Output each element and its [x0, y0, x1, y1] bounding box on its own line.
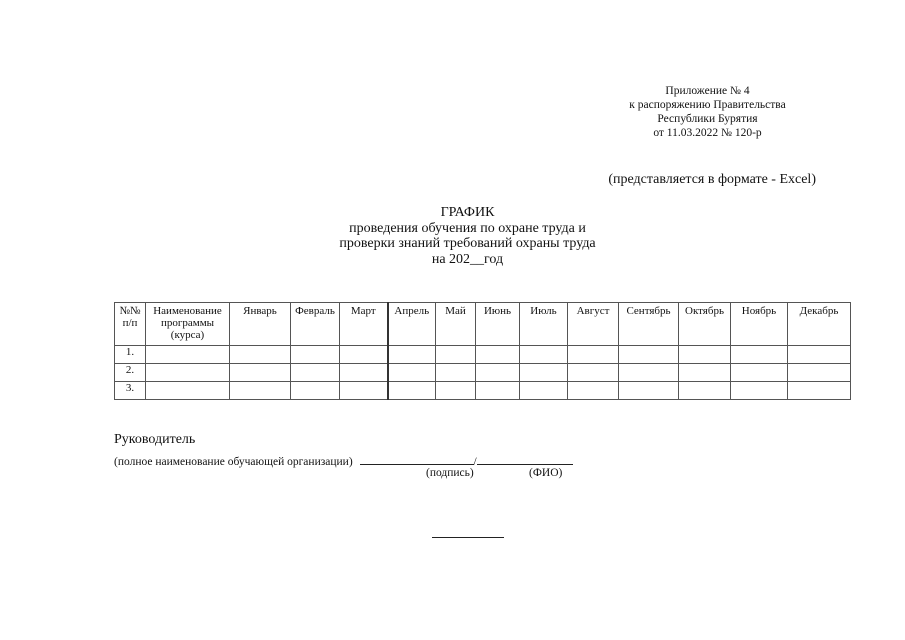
appendix-number: Приложение № 4 — [665, 85, 750, 97]
manager-label: Руководитель — [114, 432, 196, 447]
table-cell — [619, 364, 679, 382]
table-cell — [568, 382, 619, 400]
table-cell — [679, 346, 731, 364]
signature-blank — [360, 452, 474, 465]
organization-line — [114, 452, 573, 468]
table-cell — [436, 382, 476, 400]
header-month: Июнь — [476, 303, 520, 346]
header-month: Декабрь — [788, 303, 851, 346]
title-heading: ГРАФИК — [440, 205, 495, 220]
table-cell — [679, 364, 731, 382]
title-line-2: проверки знаний требований охраны труда — [339, 236, 596, 251]
header-month: Июль — [520, 303, 568, 346]
bottom-separator-line — [432, 537, 504, 538]
header-month: Октябрь — [679, 303, 731, 346]
table-cell — [230, 364, 291, 382]
table-cell — [788, 346, 851, 364]
appendix-republic: Республики Бурятия — [657, 113, 758, 125]
table-cell — [230, 382, 291, 400]
fio-caption: (ФИО) — [529, 467, 563, 479]
table-cell — [520, 346, 568, 364]
table-cell — [568, 346, 619, 364]
table-cell — [731, 346, 788, 364]
table-row — [115, 364, 851, 382]
header-month: Май — [436, 303, 476, 346]
table-cell — [146, 382, 230, 400]
table-cell — [230, 346, 291, 364]
table-cell — [788, 382, 851, 400]
header-month: Август — [568, 303, 619, 346]
table-cell — [788, 364, 851, 382]
table-cell — [340, 346, 388, 364]
table-cell — [568, 364, 619, 382]
table-cell — [731, 382, 788, 400]
table-cell — [619, 382, 679, 400]
table-cell — [520, 382, 568, 400]
table-header-row — [115, 303, 851, 346]
table-cell — [340, 382, 388, 400]
header-month: Март — [340, 303, 388, 346]
header-month: Апрель — [388, 303, 436, 346]
header-month: Январь — [230, 303, 291, 346]
row-number: 1. — [115, 346, 146, 364]
table-cell — [476, 382, 520, 400]
table-cell — [520, 364, 568, 382]
table-row — [115, 382, 851, 400]
row-number: 3. — [115, 382, 146, 400]
org-label: (полное наименование обучающей организации) — [114, 456, 353, 468]
table-cell — [388, 364, 436, 382]
title-line-1: проведения обучения по охране труда и — [349, 220, 586, 236]
appendix-block — [600, 84, 815, 140]
fio-blank — [477, 452, 573, 465]
table-cell — [731, 364, 788, 382]
header-month: Февраль — [291, 303, 340, 346]
table-cell — [436, 346, 476, 364]
signature-separator: / — [473, 456, 477, 468]
format-note: (представляется в формате - Excel) — [608, 172, 816, 187]
table-row — [115, 346, 851, 364]
table-cell — [476, 346, 520, 364]
table-cell — [340, 364, 388, 382]
table-cell — [146, 364, 230, 382]
schedule-table — [114, 302, 851, 400]
header-month: Сентябрь — [619, 303, 679, 346]
table-cell — [291, 382, 340, 400]
table-cell — [679, 382, 731, 400]
header-program: Наименование программы (курса) — [146, 303, 230, 346]
table-cell — [146, 346, 230, 364]
appendix-order: к распоряжению Правительства — [629, 99, 786, 111]
table-cell — [291, 364, 340, 382]
table-cell — [476, 364, 520, 382]
table-cell — [388, 382, 436, 400]
header-month: Ноябрь — [731, 303, 788, 346]
table-cell — [388, 346, 436, 364]
document-title — [270, 205, 665, 267]
table-cell — [291, 346, 340, 364]
sign-caption: (подпись) — [426, 467, 474, 479]
title-line-3: на 202__год — [431, 251, 504, 267]
appendix-date: от 11.03.2022 № 120-р — [653, 127, 762, 139]
row-number: 2. — [115, 364, 146, 382]
table-cell — [619, 346, 679, 364]
header-num: №№ п/п — [115, 303, 146, 346]
table-cell — [436, 364, 476, 382]
